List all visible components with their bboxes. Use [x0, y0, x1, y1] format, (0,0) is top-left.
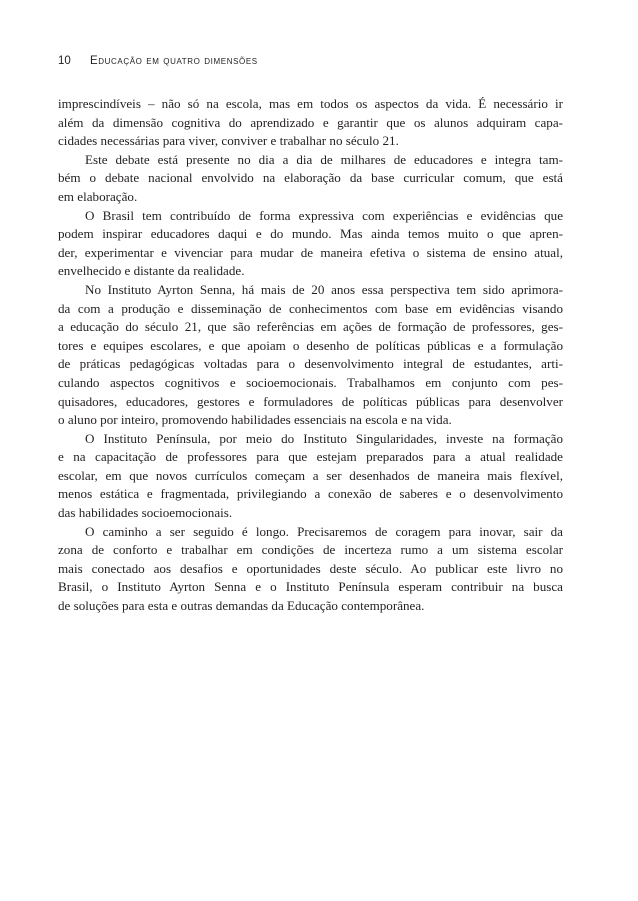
text-line: quisadores, educadores, gestores e formuladores de políticas públicas para desenvolver: [58, 393, 563, 409]
text-line: da com a produção e disseminação de conhecimentos com base em evidências visando: [58, 300, 563, 316]
text-line: em elaboração.: [58, 188, 138, 204]
text-line: o aluno por inteiro, promovendo habilidades essenciais na escola e na vida.: [58, 412, 452, 428]
text-line: escolar, em que novos currículos começam a ser desenhados de maneira mais flexível,: [58, 467, 563, 483]
text-line: O Instituto Península, por meio do Instituto Singularidades, investe na formação: [85, 430, 563, 446]
paragraph: [58, 430, 563, 523]
paragraph: [58, 151, 563, 207]
text-line: O caminho a ser seguido é longo. Precisaremos de coragem para inovar, sair da: [85, 523, 563, 539]
text-line: bém o debate nacional envolvido na elaboração da base curricular comum, que está: [58, 170, 563, 186]
text-line: zona de conforto e trabalhar em condições de incerteza rumo a um sistema escolar: [58, 542, 563, 558]
text-line: No Instituto Ayrton Senna, há mais de 20 anos essa perspectiva tem sido aprimora-: [85, 281, 563, 297]
paragraph: [58, 207, 563, 281]
text-line: Brasil, o Instituto Ayrton Senna e o Instituto Península esperam contribuir na busca: [58, 579, 563, 595]
text-line: de práticas pedagógicas voltadas para o desenvolvimento integral de estudantes, arti-: [58, 356, 563, 372]
running-title: Educação em quatro dimensões: [90, 55, 258, 67]
text-line: menos estática e fragmentada, privilegiando a conexão de saberes e o desenvolvimento: [58, 486, 563, 502]
body-text: [58, 95, 563, 616]
paragraph: [58, 95, 563, 151]
text-line: O Brasil tem contribuído de forma expressiva com experiências e evidências que: [85, 207, 563, 223]
text-line: e na capacitação de professores para que estejam preparados para a atual realidade: [58, 449, 563, 465]
text-line: der, experimentar e vivenciar para mudar de maneira efetiva o sistema de ensino atual,: [58, 244, 563, 260]
running-head: [58, 55, 258, 67]
text-line: de soluções para esta e outras demandas da Educação contemporânea.: [58, 598, 425, 614]
page-number: 10: [58, 55, 71, 67]
text-line: cidades necessárias para viver, conviver e trabalhar no século 21.: [58, 133, 399, 149]
text-line: culando aspectos cognitivos e socioemocionais. Trabalhamos em conjunto com pes-: [58, 374, 563, 390]
text-line: mais conectado aos desafios e oportunidades deste século. Ao publicar este livro no: [58, 560, 563, 576]
paragraph: [58, 523, 563, 616]
text-line: envelhecido e distante da realidade.: [58, 263, 245, 279]
text-line: das habilidades socioemocionais.: [58, 505, 233, 521]
text-line: podem inspirar educadores daqui e do mundo. Mas ainda temos muito o que apren-: [58, 226, 563, 242]
paragraph: [58, 281, 563, 430]
text-line: tores e equipes escolares, e que apoiam o desenho de políticas públicas e a formulação: [58, 337, 563, 353]
text-line: Este debate está presente no dia a dia de milhares de educadores e integra tam-: [85, 151, 563, 167]
text-line: além da dimensão cognitiva do aprendizado e garantir que os alunos adquiram capa-: [58, 114, 563, 130]
text-line: imprescindíveis – não só na escola, mas em todos os aspectos da vida. É necessário ir: [58, 96, 563, 111]
text-line: a educação do século 21, que são referências em ações de formação de professores, ges-: [58, 319, 563, 335]
